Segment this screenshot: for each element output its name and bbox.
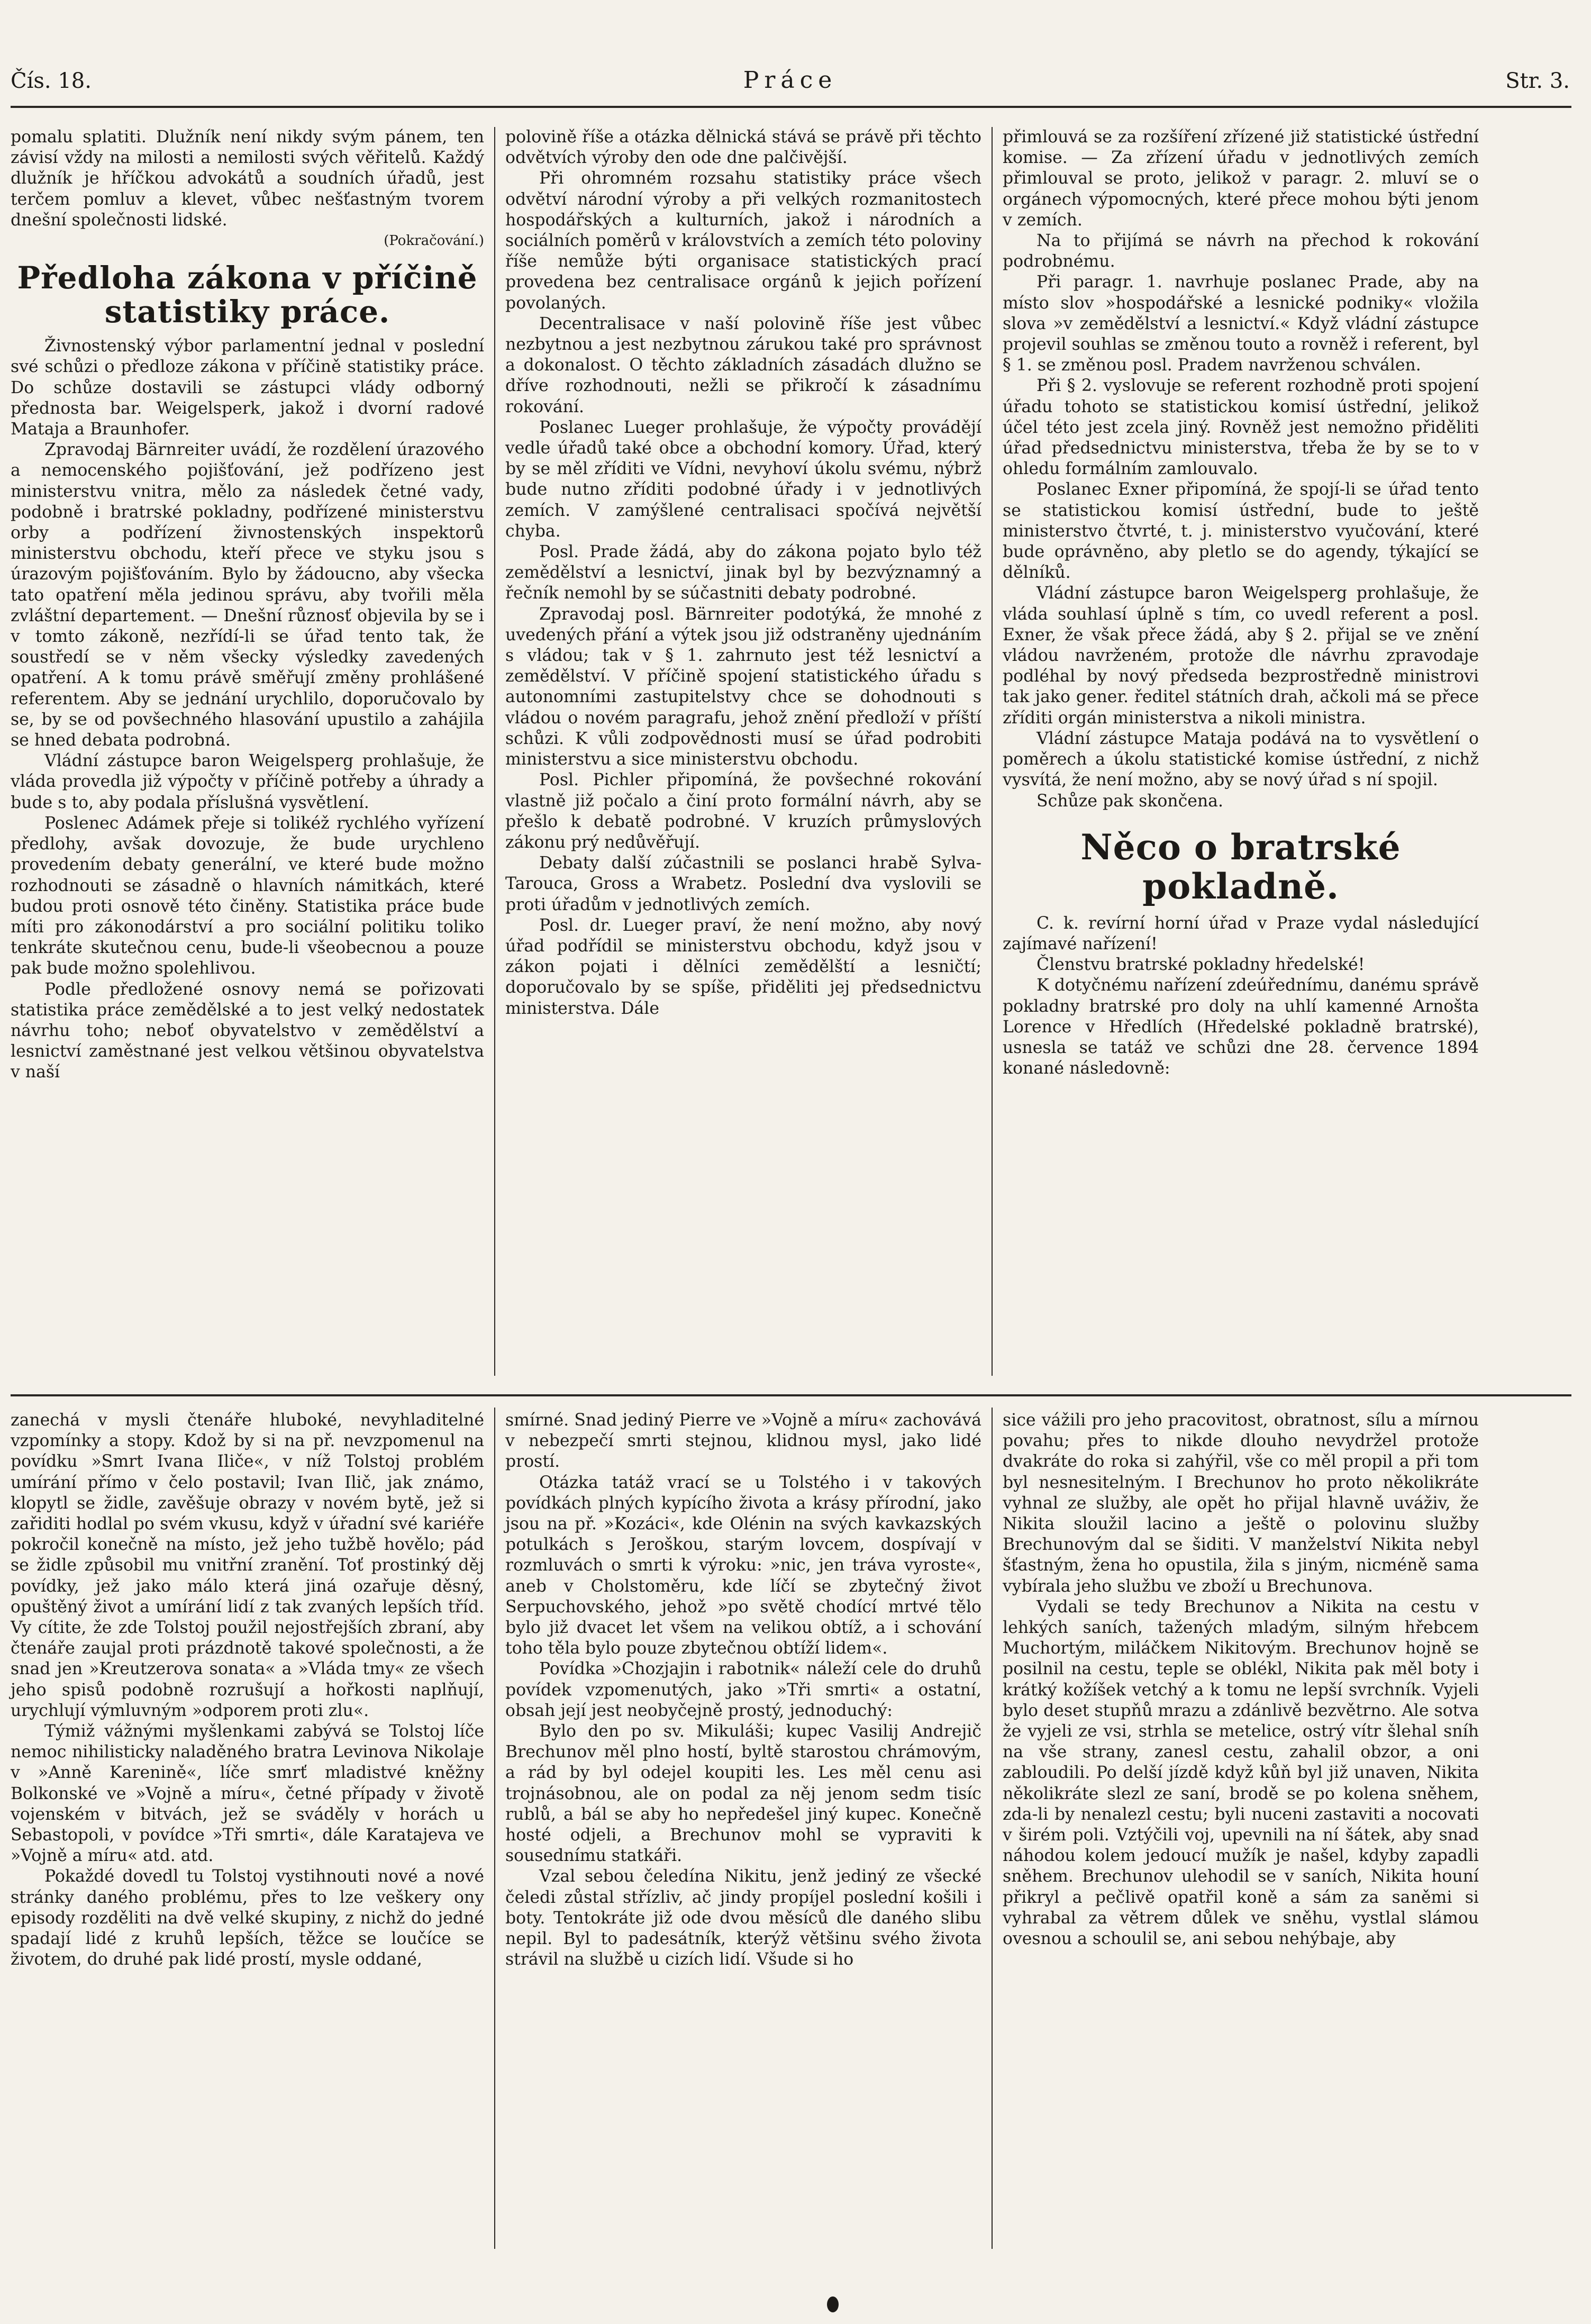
article-paragraph: Při ohromném rozsahu statistiky práce všech odvětví národní výroby a při velkých rozmanitostech hospodářských a kulturních, jakož i národních a sociálních poměrů v královstvích a zemích této poloviny říše nemůže býti organisace statistických prací provedena bez centralisace orgánů k jejich pořízení povolaných. (505, 169, 981, 313)
article-paragraph: Debaty další zúčastnili se poslanci hrabě Sylva-Tarouca, Gross a Wrabetz. Poslední dva vyslovili se proti úřadům v jednotlivých zemích. (505, 854, 981, 914)
article-paragraph: Živnostenský výbor parlamentní jednal v poslední své schůzi o předloze zákona v příčině statistiky práce. Do schůze dostavili se zástupci vlády odborný přednosta bar. Weigelsperk, jakož i dvorní radové Mataja a Braunhofer. (11, 337, 484, 439)
column-divider (494, 1408, 495, 2249)
newspaper-title: Práce (743, 67, 838, 94)
issue-number: Čís. 18. (11, 69, 92, 93)
article-paragraph: K dotyčnému nařízení zdeúřednímu, danému správě pokladny bratrské pro doly na uhlí kamenné Arnošta Lorence v Hředlích (Hředelské pokladně bratrské), usnesla se tatáž ve schůzi dne 28. července 1894 konané následovně: (1003, 976, 1479, 1078)
feuilleton-paragraph: Bylo den po sv. Mikuláši; kupec Vasilij Andrejič Brechunov měl plno hostí, byltě starostou chrámovým, a rád by byl odejel koupiti les. Les měl cenu asi trojnásobnou, ale on podal za něj jenom sedm tisíc rublů, a bál se aby ho nepředešel jiný kupec. Konečně hosté odjeli, a Brechunov mohl se vypraviti k sousednímu statkáři. (505, 1722, 981, 1866)
article-paragraph: Při § 2. vyslovuje se referent rozhodně proti spojení úřadu tohoto se statistickou komisí ústřední, jelikož účel této jest zcela jiný. Rovněž jest nemožno přiděliti úřad předsednictvu ministerstva, třeba že by se to v ohledu formálním zamlouvalo. (1003, 376, 1479, 479)
feuilleton-paragraph: zanechá v mysli čtenáře hluboké, nevyhladitelné vzpomínky a stopy. Kdož by si na př. nevzpomenul na povídku »Smrt Ivana Iliče«, v níž Tolstoj problém umírání přímo v čelo postavil; Ivan Ilič, jak známo, klopytl se židle, zavěšuje obrazy v novém bytě, jež si zařiditi hodlal po svém vkusu, když v úřadní své kariéře pokročil konečně na místo, jež jeho tužbě hovělo; pád se židle způsobil mu vnitřní zranění. Toť prostinký děj povídky, jež jako málo která jiná ozařuje děsný, opuštěný život a umírání lidí z tak zvaných lepších tříd. Vy cítite, že zde Tolstoj použil nejostřejších zbraní, aby čtenáře zaujal proti prázdnotě takové společnosti, a že snad jen »Kreutzerova sonata« a »Vláda tmy« ze všech jeho spisů podobně rozrušují a hořkosti naplňují, urychlují výmluvným »odporem proti zlu«. (11, 1411, 484, 1720)
feuilleton-paragraph: Vydali se tedy Brechunov a Nikita na cestu v lehkých saních, tažených mladým, silným hřebcem Muchortým, miláčkem Nikitovým. Brechunov hojně se posilnil na cestu, teple se oblékl, Nikita pak měl boty i krátký kožíšek vetchý a k tomu ne lepší svrchník. Vyjeli bylo deset stupňů mrazu a zdánlivě bezvětrno. Ale sotva že vyjeli ze vsi, strhla se metelice, ostrý vítr šlehal sníh na vše strany, zanesl cestu, zahalil obzor, a oni zabloudili. Po delší jízdě když kůň byl již unaven, Nikita několikráte slezl ze saní, brodě se po kolena sněhem, zda-li by nenalezl cestu; byli nuceni zastaviti a nocovati v širém poli. Vztýčili voj, upevnili na ní šátek, aby snad náhodou kolem jedoucí mužík je našel, kdyby zapadli sněhem. Brechunov ulehodil se v saních, Nikita houní přikryl a pečlivě opatřil koně a sám za saněmi si vyhrabal za větrem důlek ve sněhu, vystlal slámou ovesnou a schoulil se, ani sebou nehýbaje, aby (1003, 1597, 1479, 1949)
column-2-bottom (505, 1410, 981, 2257)
article-paragraph: Poslenec Adámek přeje si tolikéž rychlého vyřízení předlohy, avšak dovozuje, že bude urychleno provedením debaty generální, ve které bude možno rozhodnouti se zásadně o hlavních námitkách, které budou proti osnově této činěny. Statistika práce bude míti pro zákonodárství a pro sociální politiku toliko tenkráte skutečnou cenu, bude-li všeobecnou a pouze pak bude možno spolehlivou. (11, 813, 484, 978)
article-heading: Něco o bratrské pokladně. (1080, 826, 1401, 907)
column-divider (494, 127, 495, 1376)
article-paragraph: Vládní zástupce Mataja podává na to vysvětlení o poměrech a úkolu statistické komise ústřední, z nichž vysvítá, že není možno, aby se nový úřad s ní spojil. (1003, 729, 1479, 790)
feuilleton-paragraph: Vzal sebou čeledína Nikitu, jenž jediný ze všecké čeledi zůstal střízliv, ač jindy propíjel poslední košili i boty. Tentokráte již ode dvou měsíců dle daného slibu nepil. Byl to padesátník, kterýž většinu svého života strávil na službě u cizích lidí. Všude si ho (505, 1867, 981, 1969)
continued-note: (Pokračování.) (384, 233, 484, 249)
article-paragraph: přimlouvá se za rozšíření zřízené již statistické ústřední komise. — Za zřízení úřadu v jednotlivých zemích přimlouval se proto, jelikož v paragr. 2. mluví se o orgánech výpomocných, které přece mohou býti jenom v zemích. (1003, 128, 1479, 230)
column-3-bottom (1003, 1410, 1479, 2257)
article-paragraph: Podle předložené osnovy nemá se pořizovati statistika práce zemědělské a to jest velký nedostatek návrhu toho; neboť obyvatelstvo v zemědělství a lesnictví zaměstnané jest velkou většinou obyvatelstva v naší (11, 979, 484, 1082)
article-paragraph: pomalu splatiti. Dlužník není nikdy svým pánem, ten závisí vždy na milosti a nemilosti svých věřitelů. Každý dlužník je hříčkou advokátů a soudních úřadů, jest terčem pomluv a klevet, vůbec nešťastným tvorem dnešní společnosti lidské. (11, 128, 484, 230)
feuilleton-paragraph: Pokaždé dovedl tu Tolstoj vystihnouti nové a nové stránky daného problému, přes to lze veškery ony episody rozděliti na dvě velké skupiny, z nichž do jedné spadají lidé z kruhů lepších, těžce se loučíce se životem, do druhé pak lidé prostí, mysle oddané, (11, 1867, 484, 1969)
article-paragraph: Při paragr. 1. navrhuje poslanec Prade, aby na místo slov »hospodářské a lesnické podniky« vložila slova »v zemědělství a lesnictví.« Když vládní zástupce projevil souhlas se změnou touto a rovněž i referent, byl § 1. se změnou posl. Pradem navrženou schválen. (1003, 273, 1479, 375)
article-paragraph: polovině říše a otázka dělnická stává se právě při těchto odvětvích výroby den ode dne palčivější. (505, 128, 981, 168)
column-1-top (11, 127, 484, 1386)
ink-blot (827, 2296, 839, 2312)
article-paragraph: Schůze pak skončena. (1037, 791, 1223, 811)
feuilleton-paragraph: smírné. Snad jediný Pierre ve »Vojně a míru« zachovává v nebezpečí smrti stejnou, klidnou mysl, jako lidé prostí. (505, 1411, 981, 1472)
article-paragraph: Posl. Pichler připomíná, že povšechné rokování vlastně již počalo a činí proto formální návrh, aby se přešlo k debatě podrobné. V kruzích průmyslových zákonu prý nedůvěřují. (505, 770, 981, 852)
article-paragraph: Posl. dr. Lueger praví, že není možno, aby nový úřad podřídil se ministerstvu obchodu, když jsou v zákon pojati i dělníci zemědělští a lesničtí; doporučovalo by se spíše, přiděliti jej předsednictvu ministerstva. Dále (505, 915, 981, 1018)
article-paragraph: Na to přijímá se návrh na přechod k rokování podrobnému. (1003, 231, 1479, 271)
article-paragraph: Zpravodaj posl. Bärnreiter podotýká, že mnohé z uvedených přání a výtek jsou již odstraněny ujednáním s vládou; tak v § 1. zahrnuto jest též lesnictví a zemědělství. V příčině spojení statistického úřadu s autonomními zastupitelstvy chce se dohodnouti s vládou o novém paragrafu, jehož znění předloží v příští schůzi. K vůli zodpovědnosti musí se úřad podrobiti ministerstvu a sice ministerstvu obchodu. (505, 604, 981, 769)
feuilleton-paragraph: Týmiž vážnými myšlenkami zabývá se Tolstoj líče nemoc nihilisticky naladěného bratra Levinova Nikolaje v »Anně Karenině«, líče smrť mladistvé kněžny Bolkonské ve »Vojně a míru«, četné případy v životě vojenském v bitvách, jež se sváděly v horách u Sebastopoli, v povídce »Tři smrti«, dále Karatajeva ve »Vojně a míru« atd. atd. (11, 1722, 484, 1866)
page-header (11, 63, 1570, 101)
article-paragraph: Vládní zástupce baron Weigelsperg prohlašuje, že vláda souhlasí úplně s tím, co uvedl referent a posl. Exner, že však přece žádá, aby § 2. přijal se ve znění vládou navrženém, protože dle návrhu zpravodaje podléhal by nový předseda bezprostředně ministrovi tak jako gener. ředitel státních drah, ačkoli má se přece zříditi orgán ministerstva a nikoli ministra. (1003, 584, 1479, 728)
article-paragraph: Vládní zástupce baron Weigelsperg prohlašuje, že vláda provedla již výpočty v příčině potřeby a úhrady a bude s to, aby podala příslušná vysvětlení. (11, 751, 484, 812)
column-3-top (1003, 127, 1479, 1386)
column-1-bottom (11, 1410, 484, 2257)
page-number: Str. 3. (1505, 69, 1570, 93)
feuilleton-paragraph: sice vážili pro jeho pracovitost, obratnost, sílu a mírnou povahu; přes to nikde dlouho nevydržel protože dvakráte do roka si zahýřil, vše co měl propil a při tom byl nesnesitelným. I Brechunov ho proto několikráte vyhnal ze služby, ale opět ho přijal hlavně uváživ, že Nikita sloužil lacino a ještě o polovinu služby Brechunovým dal se šiditi. V manželství Nikita nebyl šťastným, žena ho opustila, žila s jiným, nicméně sama vybírala jeho službu ve zboží u Brechunova. (1003, 1411, 1479, 1596)
article-paragraph: Poslanec Lueger prohlašuje, že výpočty provádějí vedle úřadů také obce a obchodní komory. Úřad, který by se měl zříditi ve Vídni, nevyhoví úkolu svému, nýbrž bude nutno zříditi podobné úřady i v jednotlivých zemích. V zamýšlené centralisaci spočívá největší chyba. (505, 417, 981, 541)
article-paragraph: Decentralisace v naší polovině říše jest vůbec nezbytnou a jest nezbytnou zárukou také pro správnost a dokonalost. O těchto základních zásadách dlužno se dříve rozhodnouti, nežli se přikročí k zásadnímu rokování. (505, 314, 981, 416)
article-paragraph: Členstvu bratrské pokladny hředelské! (1037, 955, 1365, 975)
article-heading: Předloha zákona v příčině statistiky práce. (17, 260, 478, 330)
article-paragraph: Posl. Prade žádá, aby do zákona pojato bylo též zemědělství a lesnictví, jinak byl by bezvýznamný a řečník nemohl by se súčastniti debaty podrobné. (505, 542, 981, 603)
article-paragraph: Zpravodaj Bärnreiter uvádí, že rozdělení úrazového a nemocenského pojišťování, jež podřízeno jest ministerstvu vnitra, mělo za následek četné vady, podobně i bratrské pokladny, podřízené ministerstvu orby a podřízení živnostenských inspektorů ministerstvu obchodu, kteří přece ve styku jsou s úrazovým pojišťováním. Bylo by žádoucno, aby všecka tato opatření měla jedinou správu, aby tvořili měla zvláštní departement. — Dnešní různosť objevila by se i v tomto zákoně, nezřídí-li se úřad tento tak, že soustředí se v něm všecky výsledky zavedených opatření. A k tomu právě směřují změny prohlášené referentem. Aby se jednání urychlilo, doporučovalo by se, by se od povšechného hlasování upustilo a zahájila se hned debata podrobná. (11, 440, 484, 750)
column-divider (992, 1408, 993, 2249)
column-2-top (505, 127, 981, 1386)
article-paragraph: Poslanec Exner připomíná, že spojí-li se úřad tento se statistickou komisí ústřední, bude to ještě ministerstvo čtvrté, t. j. ministerstvo vyučování, které bude oprávněno, aby pletlo se do agendy, týkající se dělníků. (1003, 480, 1479, 583)
feuilleton-paragraph: Povídka »Chozjajin i rabotnik« náleží cele do druhů povídek vzpomenutých, jako »Tři smrti« a ostatní, obsah její jest neobyčejně prostý, jednoduchý: (505, 1659, 981, 1720)
column-divider (992, 127, 993, 1376)
section-rule (11, 1394, 1571, 1396)
article-paragraph: C. k. revírní horní úřad v Praze vydal následující zajímavé nařízení! (1003, 913, 1479, 954)
header-rule (11, 106, 1571, 108)
feuilleton-paragraph: Otázka tatáž vrací se u Tolstého i v takových povídkách plných kypícího života a krásy přírodní, jako jsou na př. »Kozáci«, kde Olénin na svých kavkazských potulkách s Jeroškou, starým lovcem, dospívají v rozmluvách o smrti k výroku: »nic, jen tráva vyroste«, aneb v Cholstoměru, kde líčí se zbytečný život Serpuchovského, jehož »po světě chodící mrtvé tělo bylo již dvacet let všem na velikou obtíž, a i schování toho těla bylo pouze zbytečnou obtíží lidem«. (505, 1473, 981, 1658)
